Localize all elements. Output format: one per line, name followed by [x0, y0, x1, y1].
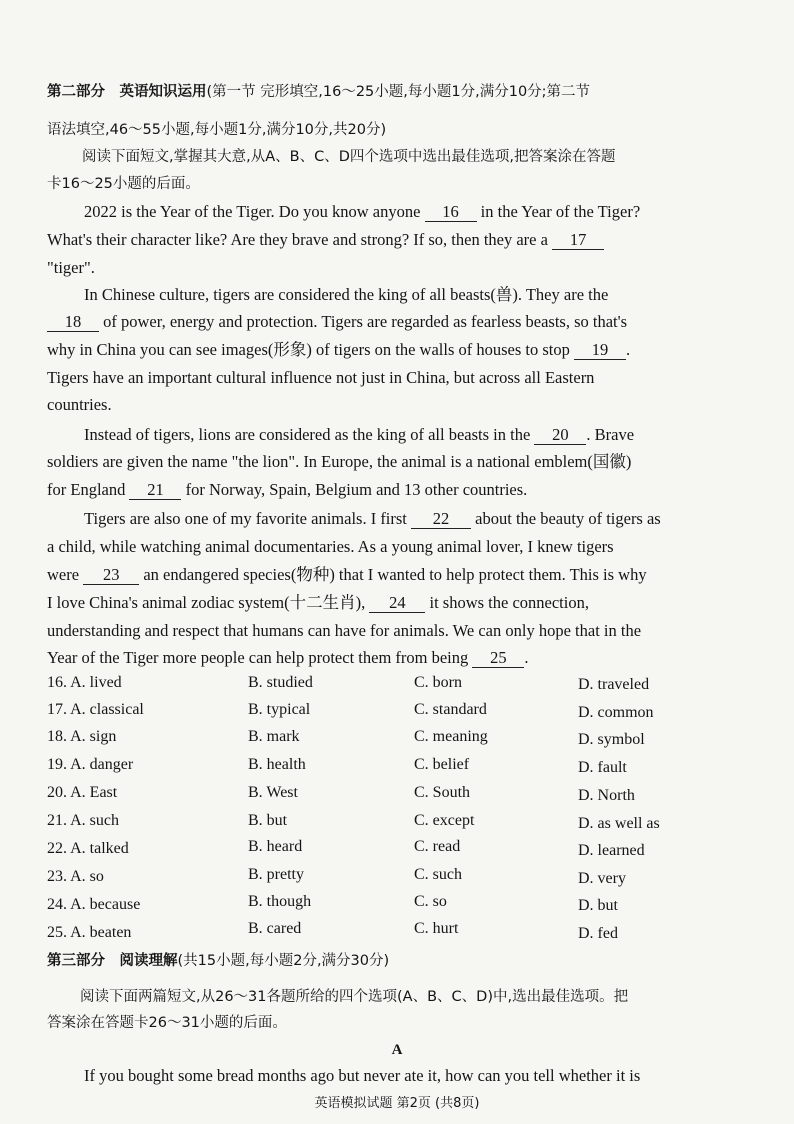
- passage-line: countries.: [47, 395, 112, 414]
- passage-line: 2022 is the Year of the Tiger. Do you know anyone 16 in the Year of the Tiger?: [84, 202, 641, 221]
- option-22-a: 22. A. talked: [47, 840, 129, 857]
- option-25-b: B. cared: [248, 920, 302, 937]
- option-25-d: D. fed: [578, 925, 618, 942]
- option-16-a: 16. A. lived: [47, 674, 122, 691]
- option-16-d: D. traveled: [578, 676, 650, 693]
- option-16-c: C. born: [414, 674, 462, 691]
- passage-line: Instead of tigers, lions are considered as the king of all beasts in the 20 . Brave: [84, 425, 635, 444]
- option-25-a: 25. A. beaten: [47, 924, 132, 941]
- option-23-b: B. pretty: [248, 866, 304, 883]
- passage-line: I love China's animal zodiac system(十二生肖), 24 it shows the connection,: [47, 593, 589, 612]
- blank-24: 24: [369, 594, 425, 613]
- page-footer: 英语模拟试题 第2页 (共8页): [314, 1096, 480, 1111]
- part2-instruction-line2: 卡16～25小题的后面。: [47, 176, 200, 192]
- passage-line: a child, while watching animal documentaries. As a young animal lover, I knew tigers: [47, 537, 614, 556]
- option-22-d: D. learned: [578, 842, 645, 859]
- option-16-b: B. studied: [248, 674, 313, 691]
- option-24-b: B. though: [248, 893, 312, 910]
- passage-line: "tiger".: [47, 258, 95, 277]
- option-25-c: C. hurt: [414, 920, 459, 937]
- option-22-c: C. read: [414, 838, 461, 855]
- blank-19: 19: [574, 341, 626, 360]
- option-17-a: 17. A. classical: [47, 701, 144, 718]
- passage-line: soldiers are given the name "the lion". In Europe, the animal is a national emblem(国徽): [47, 452, 632, 471]
- passage-line: Tigers are also one of my favorite animals. I first 22 about the beauty of tigers as: [84, 509, 661, 528]
- blank-22: 22: [411, 510, 471, 529]
- part3-desc: (共15小题,每小题2分,满分30分): [177, 953, 390, 969]
- part2-instruction: 阅读下面短文,掌握其大意,从A、B、C、D四个选项中选出最佳选项,把答案涂在答题: [82, 149, 616, 165]
- option-23-a: 23. A. so: [47, 868, 104, 885]
- option-20-a: 20. A. East: [47, 784, 118, 801]
- option-19-b: B. health: [248, 756, 306, 773]
- passage-line: Tigers have an important cultural influence not just in China, but across all Eastern: [47, 368, 595, 387]
- part2-heading: [47, 82, 747, 102]
- option-19-a: 19. A. danger: [47, 756, 134, 773]
- option-18-d: D. symbol: [578, 731, 645, 748]
- option-18-c: C. meaning: [414, 728, 488, 745]
- part2-desc-line2: 语法填空,46～55小题,每小题1分,满分10分,共20分): [47, 122, 387, 138]
- option-20-b: B. West: [248, 784, 298, 801]
- option-18-a: 18. A. sign: [47, 728, 117, 745]
- blank-18: 18: [47, 313, 99, 332]
- option-22-b: B. heard: [248, 838, 303, 855]
- option-24-a: 24. A. because: [47, 896, 141, 913]
- part2-title: 第二部分 英语知识运用: [47, 84, 207, 100]
- option-20-d: D. North: [578, 787, 635, 804]
- passage-line: 18 of power, energy and protection. Tigers are regarded as fearless beasts, so that's: [47, 312, 747, 332]
- option-20-c: C. South: [414, 784, 471, 801]
- option-21-a: 21. A. such: [47, 812, 119, 829]
- passage-line: In Chinese culture, tigers are considered the king of all beasts(兽). They are the: [84, 285, 609, 304]
- blank-25: 25: [472, 649, 524, 668]
- option-18-b: B. mark: [248, 728, 300, 745]
- option-21-c: C. except: [414, 812, 475, 829]
- option-17-c: C. standard: [414, 701, 487, 718]
- option-24-d: D. but: [578, 897, 618, 914]
- option-17-b: B. typical: [248, 701, 311, 718]
- passage-line: were 23 an endangered species(物种) that I wanted to help protect them. This is why: [47, 565, 647, 584]
- option-19-c: C. belief: [414, 756, 470, 773]
- blank-17: 17: [552, 231, 604, 250]
- blank-23: 23: [83, 566, 139, 585]
- section-a-label: A: [391, 1042, 403, 1058]
- option-21-d: D. as well as: [578, 815, 660, 832]
- part3-instruction: 阅读下面两篇短文,从26～31各题所给的四个选项(A、B、C、D)中,选出最佳选项。把: [80, 989, 629, 1005]
- passage-line: understanding and respect that humans can have for animals. We can only hope that in the: [47, 621, 642, 640]
- option-19-d: D. fault: [578, 759, 627, 776]
- part3-heading: [47, 951, 747, 971]
- option-21-b: B. but: [248, 812, 288, 829]
- option-24-c: C. so: [414, 893, 447, 910]
- part3-title: 第三部分 阅读理解: [47, 953, 178, 969]
- blank-16: 16: [425, 203, 477, 222]
- passage-line: What's their character like? Are they brave and strong? If so, then they are a 17: [47, 230, 747, 250]
- blank-21: 21: [129, 481, 181, 500]
- passage-line: Year of the Tiger more people can help protect them from being 25 .: [47, 648, 529, 667]
- option-23-d: D. very: [578, 870, 626, 887]
- passage-a-first-line: If you bought some bread months ago but never ate it, how can you tell whether it is: [84, 1066, 641, 1085]
- passage-line: for England 21 for Norway, Spain, Belgium and 13 other countries.: [47, 480, 528, 499]
- part2-desc: (第一节 完形填空,16～25小题,每小题1分,满分10分;第二节: [206, 84, 591, 100]
- option-23-c: C. such: [414, 866, 462, 883]
- passage-line: why in China you can see images(形象) of tigers on the walls of houses to stop 19 .: [47, 340, 631, 359]
- option-17-d: D. common: [578, 704, 654, 721]
- blank-20: 20: [534, 426, 586, 445]
- part3-instruction-line2: 答案涂在答题卡26～31小题的后面。: [47, 1015, 287, 1031]
